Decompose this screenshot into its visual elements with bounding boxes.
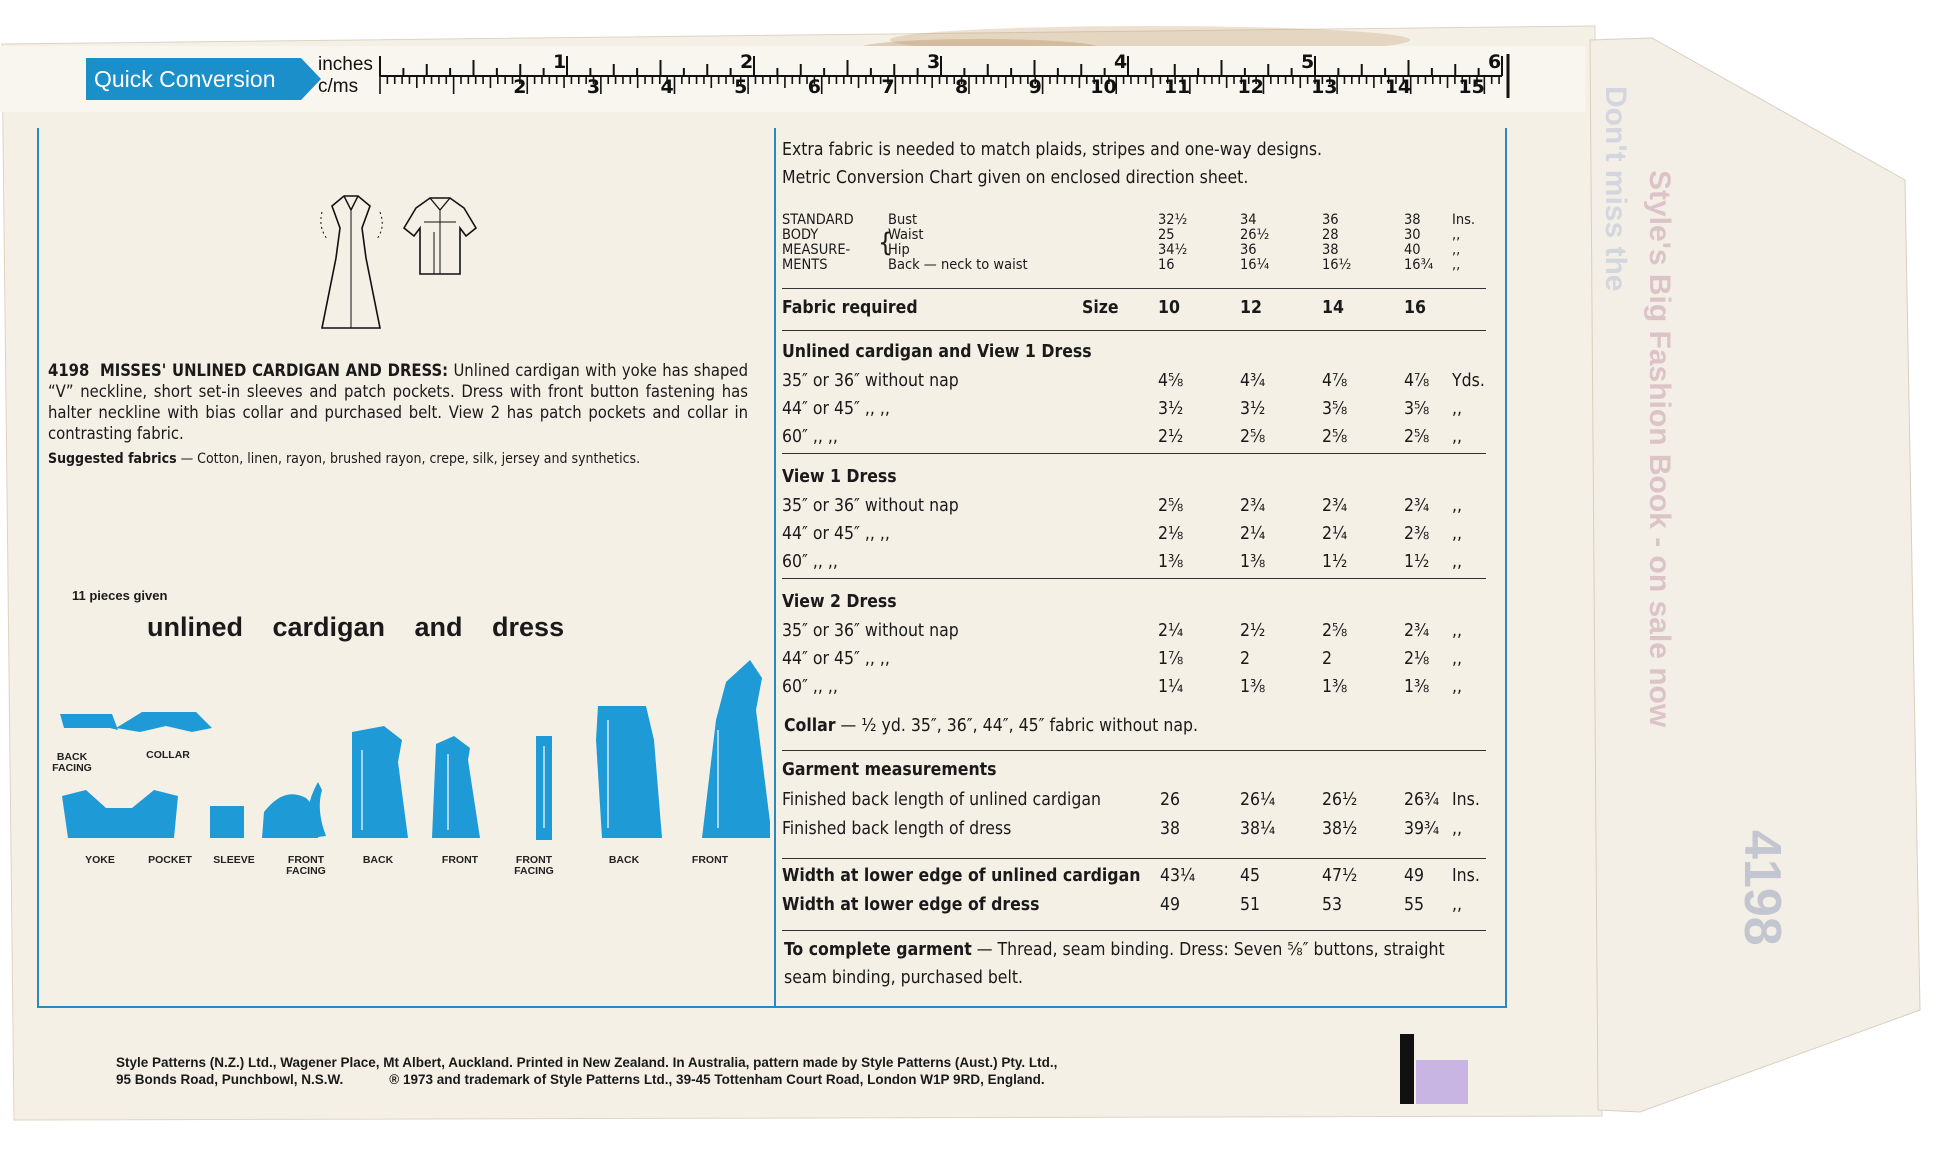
cm-number: 9 (1028, 76, 1042, 98)
fabric-unit: ,, (1452, 496, 1462, 516)
cm-number: 5 (734, 76, 748, 98)
fabric-value: 1¼ (1158, 677, 1184, 697)
measure-value: 30 (1404, 227, 1421, 243)
fabric-value: 2¾ (1322, 496, 1348, 516)
fabric-required-header: Fabric required (782, 298, 918, 318)
cm-number: 7 (881, 76, 895, 98)
rule-garment (782, 750, 1486, 751)
fabric-row-label: 60″ ,, ,, (782, 427, 838, 447)
fabric-value: 1⅜ (1322, 677, 1348, 697)
cm-number: 3 (586, 76, 601, 98)
size-column: 10 (1158, 298, 1180, 318)
cm-number: 11 (1163, 76, 1191, 98)
pattern-piece-label: FRONT FACING (286, 854, 326, 877)
measure-value: 25 (1158, 227, 1175, 243)
inch-number: 6 (1488, 51, 1502, 73)
footer-line2b: ® 1973 and trademark of Style Patterns Ltd., 39-45 Tottenham Court Road, London W1P 9RD, England. (389, 1072, 1045, 1087)
inch-number: 1 (553, 51, 567, 73)
piece-back-facing (60, 714, 118, 730)
fabric-value: 2⅝ (1404, 427, 1430, 447)
measure-value: 34 (1240, 212, 1257, 228)
print-mark (1400, 1034, 1414, 1104)
pattern-piece-label: FRONT (441, 854, 479, 866)
fabric-unit: ,, (1452, 524, 1462, 544)
publisher-footer (116, 1054, 1057, 1088)
piece-back (352, 726, 408, 838)
garment-unit: ,, (1452, 819, 1462, 839)
garment-value: 38½ (1322, 819, 1358, 839)
measure-value: 38 (1322, 242, 1339, 258)
width-unit: Ins. (1452, 866, 1480, 886)
fabric-value: 3½ (1158, 399, 1184, 419)
measure-unit: ,, (1452, 242, 1461, 258)
measure-value: 16½ (1322, 257, 1352, 273)
garment-sketch (300, 188, 500, 358)
fabric-value: 1⅜ (1240, 677, 1266, 697)
standard-body-line: BODY (782, 227, 819, 243)
rule-complete (782, 930, 1486, 931)
pattern-piece-label: FRONT FACING (514, 854, 554, 877)
fabric-value: 1½ (1404, 552, 1430, 572)
pattern-number: 4198 (48, 361, 90, 380)
fabric-value: 1⅜ (1158, 552, 1184, 572)
fabric-value: 1⅜ (1240, 552, 1266, 572)
size-column: 16 (1404, 298, 1426, 318)
cm-number: 10 (1090, 76, 1117, 98)
measure-value: 38 (1404, 212, 1421, 228)
measure-brace: { (878, 228, 893, 258)
fabric-value: 3⅝ (1322, 399, 1348, 419)
pattern-piece-label: BACK FACING (52, 751, 92, 774)
collar-note (784, 716, 1198, 736)
pieces-count: 11 pieces given (72, 588, 168, 603)
piece-collar (116, 712, 212, 732)
section-rule (782, 453, 1486, 454)
fabric-value: 1⅞ (1158, 649, 1184, 669)
to-complete-line2: seam binding, purchased belt. (784, 968, 1024, 988)
fabric-section-title: Unlined cardigan and View 1 Dress (782, 342, 1092, 362)
flap-text-2: Style's Big Fashion Book - on sale now (1643, 170, 1676, 728)
column-divider (774, 128, 776, 1008)
inch-number: 5 (1301, 51, 1315, 73)
pattern-piece-label: POCKET (148, 854, 192, 866)
suggested-fabrics (48, 451, 748, 467)
fabric-value: 2½ (1240, 621, 1266, 641)
garment-value: 39¾ (1404, 819, 1440, 839)
fabric-value: 2¾ (1240, 496, 1266, 516)
garment-value: 38¼ (1240, 819, 1276, 839)
inch-number: 4 (1114, 51, 1128, 73)
fabric-value: 2 (1322, 649, 1333, 669)
measure-label: Bust (888, 212, 918, 228)
suggested-fabrics-text: — Cotton, linen, rayon, brushed rayon, crepe, silk, jersey and synthetics. (180, 451, 641, 467)
fabric-row-label: 35″ or 36″ without nap (782, 371, 959, 391)
fabric-value: 4⅝ (1158, 371, 1184, 391)
pattern-piece-label: BACK (608, 854, 640, 866)
rule-width (782, 858, 1486, 859)
cm-number: 6 (807, 76, 821, 98)
cm-number: 14 (1384, 76, 1412, 98)
measure-label: Hip (888, 242, 910, 258)
ruler-ticks (0, 0, 1946, 130)
garment-row-label: Finished back length of dress (782, 819, 1012, 839)
piece-front-dress (702, 660, 770, 838)
measure-value: 16 (1158, 257, 1175, 273)
measure-value: 36 (1240, 242, 1257, 258)
fabric-value: 4⅞ (1404, 371, 1430, 391)
standard-body-line: MEASURE- (782, 242, 851, 258)
measure-unit: ,, (1452, 257, 1461, 273)
garment-value: 26¾ (1404, 790, 1440, 810)
pattern-title: MISSES' UNLINED CARDIGAN AND DRESS: (99, 361, 449, 380)
cm-number: 4 (660, 76, 674, 98)
fabric-value: 2⅛ (1158, 524, 1184, 544)
fabric-unit: Yds. (1452, 371, 1485, 391)
measure-value: 16¾ (1404, 257, 1434, 273)
piece-yoke (62, 790, 178, 838)
fabric-value: 2⅜ (1404, 524, 1430, 544)
inch-number: 3 (927, 51, 941, 73)
width-value: 43¼ (1160, 866, 1196, 886)
flap-text-1: Don't miss the (1599, 86, 1632, 292)
fabric-value: 2⅝ (1158, 496, 1184, 516)
fabric-row-label: 60″ ,, ,, (782, 552, 838, 572)
quick-conversion-label: Quick Conversion (86, 58, 301, 100)
fabric-value: 2¾ (1404, 496, 1430, 516)
measure-value: 28 (1322, 227, 1339, 243)
note-metric: Metric Conversion Chart given on enclosed direction sheet. (782, 168, 1249, 188)
suggested-fabrics-label: Suggested fabrics (48, 451, 177, 467)
frame-left (37, 128, 39, 1008)
piece-front (432, 736, 480, 838)
fabric-section-title: View 1 Dress (782, 467, 897, 487)
size-label: Size (1082, 298, 1119, 318)
fabric-value: 2⅝ (1322, 427, 1348, 447)
width-row-label: Width at lower edge of unlined cardigan (782, 866, 1141, 886)
rule-2 (782, 330, 1486, 331)
garment-value: 26 (1160, 790, 1181, 810)
fabric-value: 2¼ (1158, 621, 1184, 641)
fabric-value: 2⅝ (1322, 621, 1348, 641)
fabric-value: 1⅜ (1404, 677, 1430, 697)
measure-value: 36 (1322, 212, 1339, 228)
cm-number: 13 (1311, 76, 1338, 98)
fabric-value: 2½ (1158, 427, 1184, 447)
pattern-description (48, 360, 748, 444)
width-value: 55 (1404, 895, 1425, 915)
pattern-piece-label: FRONT (691, 854, 729, 866)
measure-unit: Ins. (1452, 212, 1476, 228)
section-rule (782, 578, 1486, 579)
garment-value: 26½ (1322, 790, 1358, 810)
width-value: 49 (1160, 895, 1181, 915)
cm-number: 15 (1458, 76, 1485, 98)
piece-back-dress (596, 706, 662, 838)
fabric-value: 1½ (1322, 552, 1348, 572)
piece-front-facing (307, 782, 326, 838)
fabric-unit: ,, (1452, 677, 1462, 697)
garment-unit: Ins. (1452, 790, 1480, 810)
flap-pattern-number: 4198 (1733, 830, 1791, 946)
cm-number: 8 (954, 76, 969, 98)
measure-value: 34½ (1158, 242, 1188, 258)
pattern-piece-label: COLLAR (146, 749, 190, 761)
width-value: 47½ (1322, 866, 1358, 886)
fabric-row-label: 44″ or 45″ ,, ,, (782, 524, 890, 544)
cms-label: c/ms (318, 76, 359, 97)
collar-text: — ½ yd. 35″, 36″, 44″, 45″ fabric without nap. (840, 716, 1198, 736)
measure-value: 32½ (1158, 212, 1188, 228)
inches-label: inches (318, 54, 373, 75)
fabric-unit: ,, (1452, 649, 1462, 669)
width-value: 45 (1240, 866, 1261, 886)
fabric-value: 2 (1240, 649, 1251, 669)
measure-value: 40 (1404, 242, 1421, 258)
to-complete-label: To complete garment (784, 940, 972, 960)
pattern-piece-label: BACK (362, 854, 394, 866)
to-complete-text: — Thread, seam binding. Dress: Seven ⅝″ buttons, straight (976, 940, 1445, 960)
cm-number: 12 (1237, 76, 1264, 98)
fabric-value: 2¼ (1322, 524, 1348, 544)
measure-label: Waist (888, 227, 924, 243)
note-plaids: Extra fabric is needed to match plaids, stripes and one-way designs. (782, 140, 1323, 160)
fabric-row-label: 60″ ,, ,, (782, 677, 838, 697)
to-complete-line1 (784, 940, 1445, 960)
fabric-unit: ,, (1452, 399, 1462, 419)
inch-number: 2 (740, 51, 754, 73)
color-swatch (1416, 1060, 1468, 1104)
width-value: 51 (1240, 895, 1261, 915)
fabric-unit: ,, (1452, 621, 1462, 641)
fabric-row-label: 44″ or 45″ ,, ,, (782, 649, 890, 669)
pieces-title: unlined cardigan and dress (147, 612, 565, 642)
width-value: 53 (1322, 895, 1343, 915)
measure-value: 26½ (1240, 227, 1270, 243)
rule-1 (782, 288, 1486, 289)
cm-number: 2 (513, 76, 527, 98)
footer-line1: Style Patterns (N.Z.) Ltd., Wagener Place, Mt Albert, Auckland. Printed in New Zealand. In Australia, pattern made by Style Patterns (Aust.) Pty. Ltd., (116, 1055, 1058, 1070)
footer-line2a: 95 Bonds Road, Punchbowl, N.S.W. (116, 1072, 344, 1087)
garment-row-label: Finished back length of unlined cardigan (782, 790, 1101, 810)
content-frame (37, 128, 1507, 1008)
fabric-value: 3½ (1240, 399, 1266, 419)
fabric-value: 2⅝ (1240, 427, 1266, 447)
fabric-value: 3⅝ (1404, 399, 1430, 419)
width-row-label: Width at lower edge of dress (782, 895, 1040, 915)
fabric-value: 2¼ (1240, 524, 1266, 544)
standard-body-line: STANDARD (782, 212, 854, 228)
fabric-row-label: 44″ or 45″ ,, ,, (782, 399, 890, 419)
standard-body-line: MENTS (782, 257, 828, 273)
fabric-row-label: 35″ or 36″ without nap (782, 621, 959, 641)
piece-pocket (210, 806, 244, 838)
pattern-piece-label: YOKE (85, 854, 115, 866)
fabric-section-title: View 2 Dress (782, 592, 897, 612)
width-value: 49 (1404, 866, 1425, 886)
measure-label: Back — neck to waist (888, 257, 1028, 273)
fabric-value: 2⅛ (1404, 649, 1430, 669)
measure-unit: ,, (1452, 227, 1461, 243)
garment-value: 38 (1160, 819, 1181, 839)
collar-label: Collar (784, 716, 836, 736)
fabric-value: 2¾ (1404, 621, 1430, 641)
measure-value: 16¼ (1240, 257, 1270, 273)
fabric-unit: ,, (1452, 427, 1462, 447)
pattern-piece-label: SLEEVE (213, 854, 255, 866)
fabric-value: 4⅞ (1322, 371, 1348, 391)
size-column: 12 (1240, 298, 1262, 318)
garment-measurements-title: Garment measurements (782, 760, 997, 780)
garment-value: 26¼ (1240, 790, 1276, 810)
width-unit: ,, (1452, 895, 1462, 915)
standard-body-label (782, 213, 854, 273)
fabric-row-label: 35″ or 36″ without nap (782, 496, 959, 516)
fabric-unit: ,, (1452, 552, 1462, 572)
size-column: 14 (1322, 298, 1344, 318)
fabric-value: 4¾ (1240, 371, 1266, 391)
pattern-description-text: Unlined cardigan with yoke has shaped “V” neckline, short set-in sleeves and patch pockets. Dress with front button fastening has halter neckline with bias collar and purchased belt. View 2 has patch pockets and collar in contrasting fabric. (48, 361, 748, 443)
